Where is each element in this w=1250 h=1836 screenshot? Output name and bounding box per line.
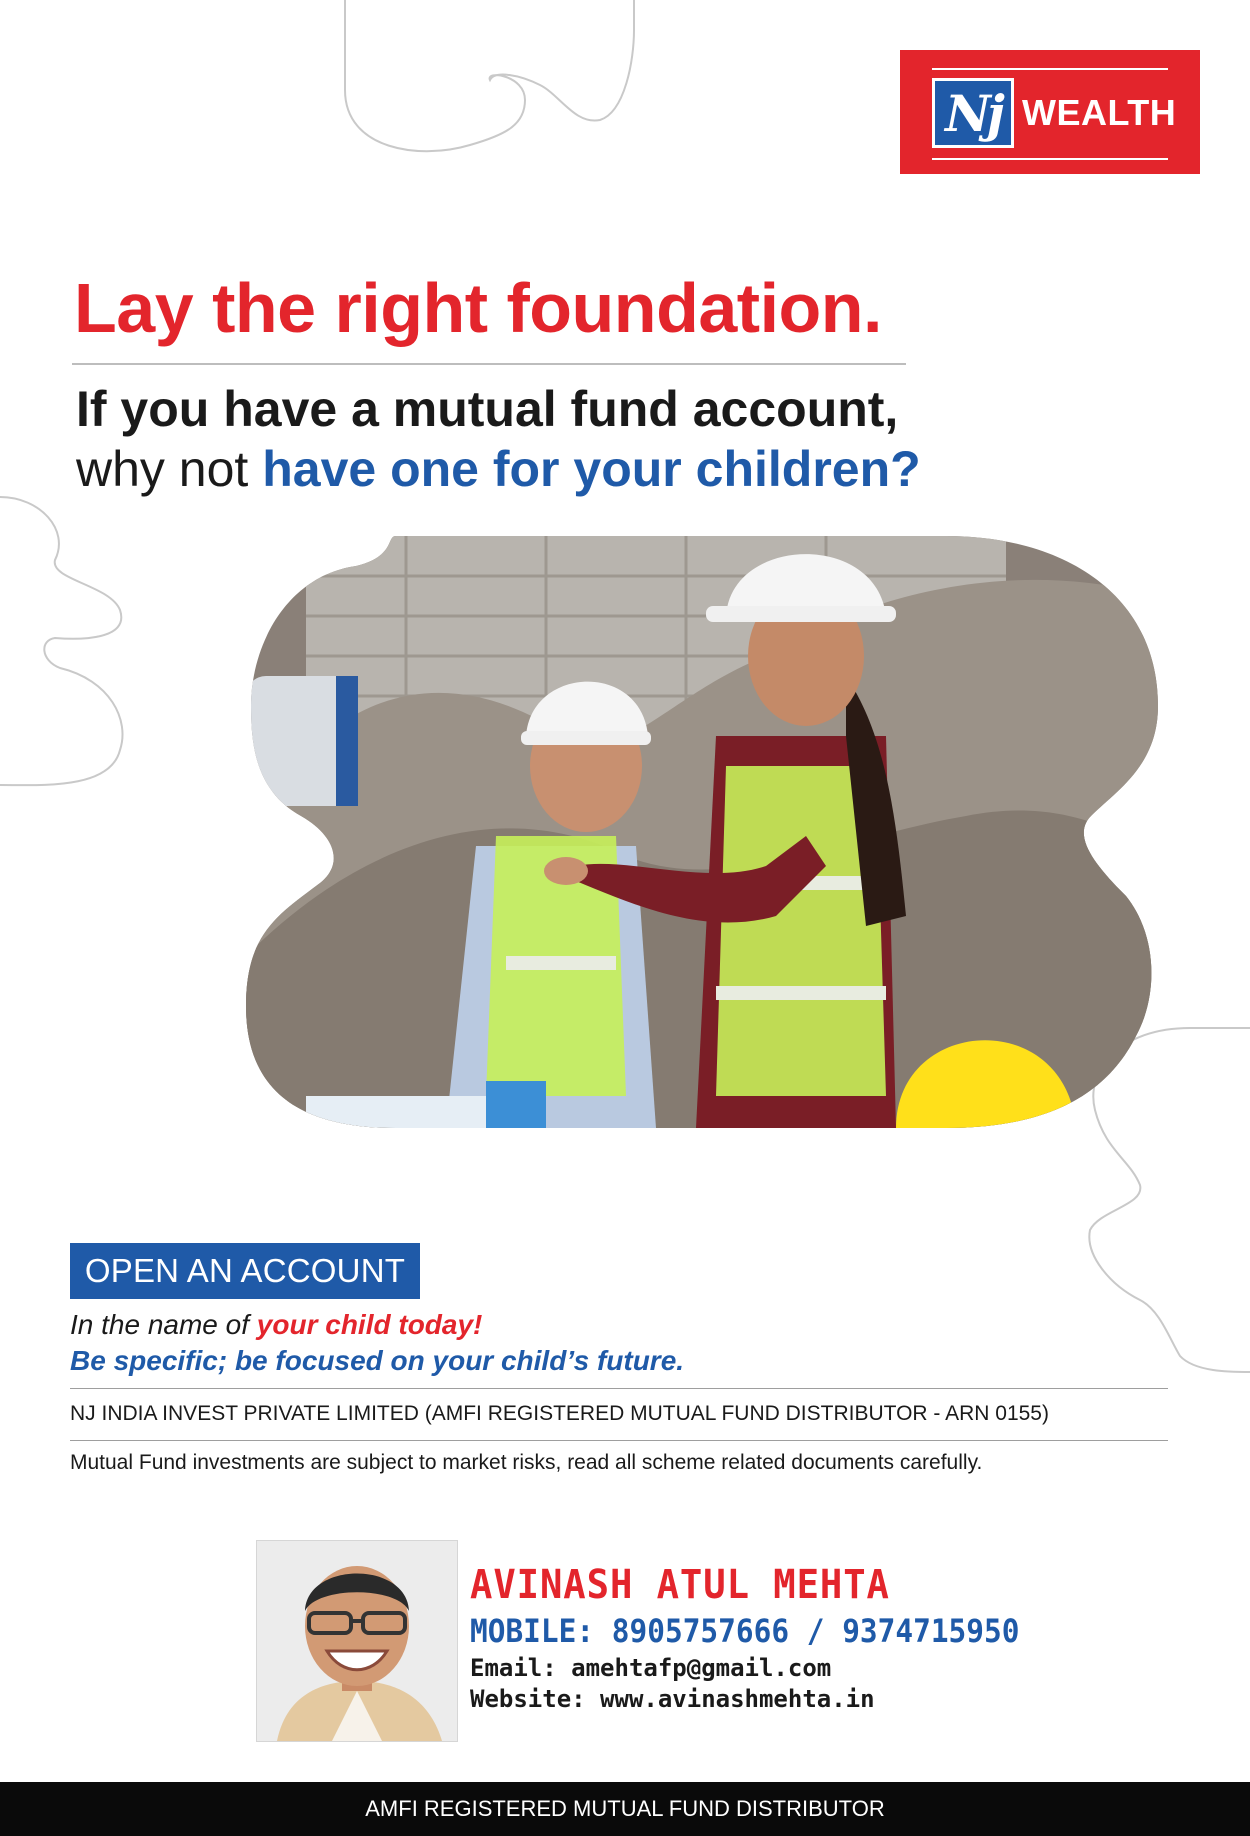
avatar <box>256 1540 458 1742</box>
company-registration: NJ INDIA INVEST PRIVATE LIMITED (AMFI REGISTERED MUTUAL FUND DISTRIBUTOR - ARN 0155) <box>70 1402 1049 1425</box>
contact-mobile: MOBILE: 8905757666 / 9374715950 <box>470 1612 1020 1650</box>
left-outline-shape <box>0 497 123 785</box>
footer-banner: AMFI REGISTERED MUTUAL FUND DISTRIBUTOR <box>0 1782 1250 1836</box>
person-photo-icon <box>257 1541 457 1741</box>
cta-line-1-highlight: your child today! <box>256 1309 483 1340</box>
logo-frame <box>932 68 1177 160</box>
nj-wealth-logo <box>900 50 1200 174</box>
contact-website: Website: www.avinashmehta.in <box>470 1685 875 1713</box>
subheading-highlight: have one for your children? <box>262 441 921 497</box>
subheading-prefix: why not <box>76 441 263 497</box>
logo-wordmark: WEALTH <box>1022 92 1177 133</box>
cta-line-1-prefix: In the name of <box>70 1309 257 1340</box>
logo-mark-text: Nj <box>935 81 1011 145</box>
divider-top <box>70 1388 1168 1389</box>
cta-line-2: Be specific; be focused on your child’s future. <box>70 1345 685 1376</box>
risk-disclaimer: Mutual Fund investments are subject to market risks, read all scheme related documents carefully. <box>70 1451 983 1474</box>
contact-email: Email: amehtafp@gmail.com <box>470 1654 832 1682</box>
top-outline-shape <box>345 0 634 151</box>
divider-bottom <box>70 1440 1168 1441</box>
contact-name: AVINASH ATUL MEHTA <box>470 1562 890 1608</box>
nj-logo-icon <box>932 78 1014 148</box>
subheading-line-1: If you have a mutual fund account, <box>76 381 899 437</box>
headline-divider <box>72 363 906 365</box>
children-construction-photo <box>246 536 1158 1128</box>
page-headline: Lay the right foundation. <box>74 269 882 347</box>
subheading-line-2 <box>76 440 921 498</box>
open-account-button[interactable]: OPEN AN ACCOUNT <box>70 1243 420 1299</box>
photo-illustration <box>246 536 1158 1128</box>
cta-line-1 <box>70 1309 482 1341</box>
